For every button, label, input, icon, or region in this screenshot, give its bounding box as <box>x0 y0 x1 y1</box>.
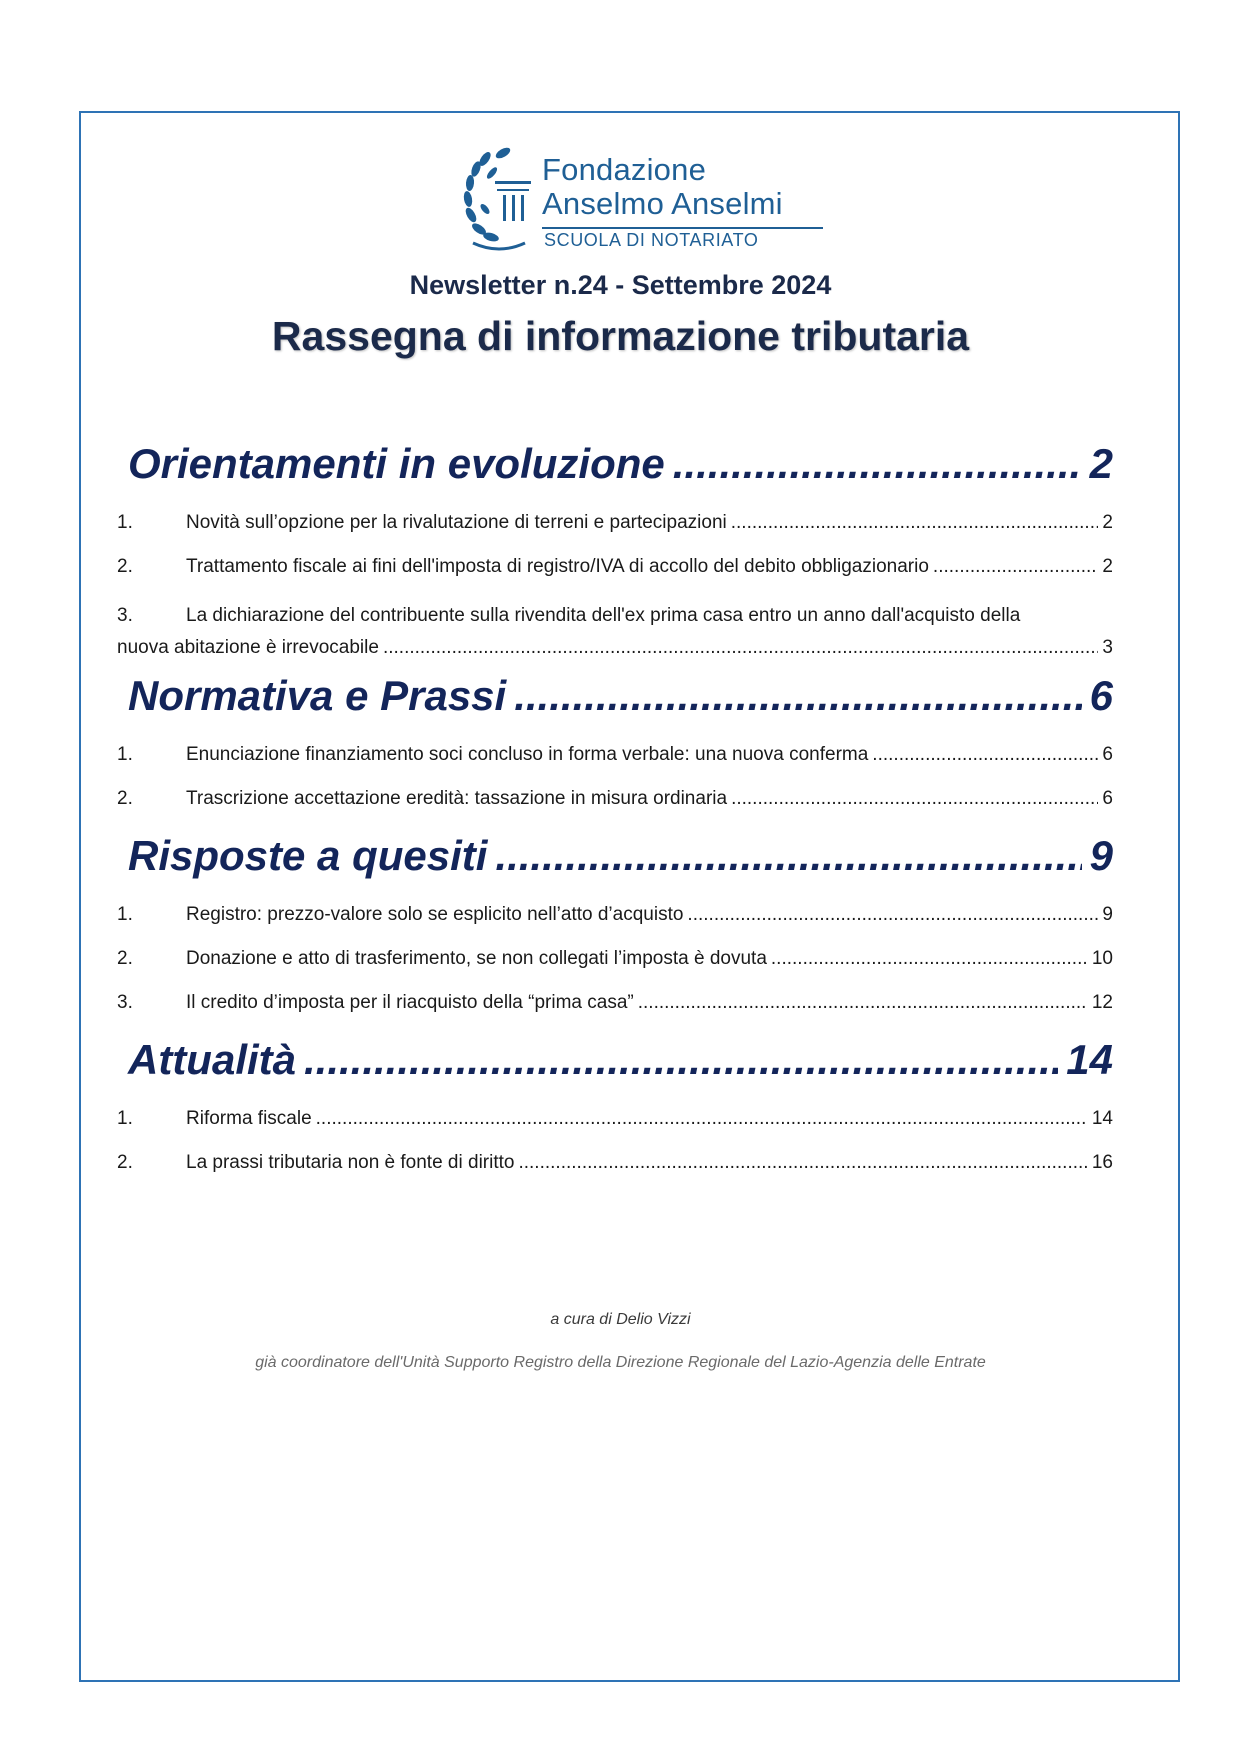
dot-leader <box>316 1108 1088 1130</box>
entry-page-number: 6 <box>1102 788 1113 809</box>
toc-section-risposte[interactable] <box>128 832 1113 904</box>
entry-page-number: 16 <box>1091 1152 1113 1173</box>
table-of-contents <box>117 440 1113 1196</box>
dot-leader <box>933 556 1099 578</box>
toc-entry[interactable] <box>117 948 1113 992</box>
entry-title: Trattamento fiscale ai fini dell'imposta di registro/IVA di accollo del debito obbligazionario <box>186 556 929 577</box>
toc-entry[interactable] <box>117 744 1113 788</box>
entry-page-number: 14 <box>1091 1108 1113 1129</box>
dot-leader <box>687 904 1098 926</box>
section-title: Normativa e Prassi <box>128 672 507 719</box>
entry-title: Registro: prezzo-valore solo se esplicito nell’atto d’acquisto <box>186 904 684 925</box>
toc-entry[interactable] <box>117 1152 1113 1196</box>
entry-number: 1. <box>117 744 133 765</box>
entry-page-number: 6 <box>1102 744 1113 765</box>
entry-page-number: 9 <box>1102 904 1113 925</box>
entry-number: 2. <box>117 788 133 809</box>
entry-title: Donazione e atto di trasferimento, se non collegati l’imposta è dovuta <box>186 948 767 969</box>
dot-leader <box>872 744 1098 766</box>
dot-leader <box>304 1036 1058 1084</box>
dot-leader <box>514 672 1081 720</box>
laurel-column-icon <box>459 143 539 261</box>
entry-number: 2. <box>117 556 133 577</box>
logo-subtitle: SCUOLA DI NOTARIATO <box>544 230 759 250</box>
toc-entry[interactable] <box>117 556 1113 600</box>
toc-entry[interactable] <box>117 992 1113 1036</box>
entry-title: Riforma fiscale <box>186 1108 312 1129</box>
toc-section-attualita[interactable] <box>128 1036 1113 1108</box>
entry-number: 2. <box>117 1152 133 1173</box>
entry-page-number: 2 <box>1102 512 1113 533</box>
logo-name-line2: Anselmo Anselmi <box>542 186 783 221</box>
section-page-number: 9 <box>1089 832 1113 879</box>
entry-page-number: 2 <box>1102 556 1113 577</box>
toc-entry[interactable] <box>117 788 1113 832</box>
dot-leader <box>638 992 1088 1014</box>
dot-leader <box>383 632 1098 664</box>
entry-number: 2. <box>117 948 133 969</box>
author-credit: a cura di Delio Vizzi <box>550 1311 691 1328</box>
entry-title: Il credito d’imposta per il riacquisto della “prima casa” <box>186 992 634 1013</box>
entry-number: 1. <box>117 904 133 925</box>
dot-leader <box>771 948 1088 970</box>
section-page-number: 2 <box>1089 440 1113 487</box>
entry-number: 3. <box>117 605 133 626</box>
foundation-logo <box>459 143 829 261</box>
newsletter-issue: Newsletter n.24 - Settembre 2024 <box>409 270 832 300</box>
toc-section-normativa[interactable] <box>128 672 1113 744</box>
entry-title: Novità sull’opzione per la rivalutazione di terreni e partecipazioni <box>186 512 727 533</box>
entry-title: La prassi tributaria non è fonte di diritto <box>186 1152 515 1173</box>
section-page-number: 6 <box>1089 672 1113 719</box>
entry-title: La dichiarazione del contribuente sulla rivendita dell'ex prima casa entro un anno dall'acquisto della <box>186 605 1021 626</box>
toc-entry[interactable] <box>117 904 1113 948</box>
entry-title: Trascrizione accettazione eredità: tassazione in misura ordinaria <box>186 788 728 809</box>
section-page-number: 14 <box>1066 1036 1113 1083</box>
toc-entry[interactable] <box>117 1108 1113 1152</box>
dot-leader <box>673 440 1082 488</box>
logo-divider <box>542 227 823 229</box>
dot-leader <box>731 512 1099 534</box>
logo-name-line1: Fondazione <box>542 152 707 187</box>
dot-leader <box>731 788 1098 810</box>
section-title: Attualità <box>128 1036 296 1083</box>
entry-page-number: 10 <box>1091 948 1113 969</box>
section-title: Orientamenti in evoluzione <box>128 440 665 487</box>
entry-number: 1. <box>117 512 133 533</box>
entry-number: 1. <box>117 1108 133 1129</box>
entry-page-number: 3 <box>1102 637 1113 658</box>
dot-leader <box>518 1152 1087 1174</box>
toc-entry[interactable] <box>117 512 1113 556</box>
entry-title: Enunciazione finanziamento soci concluso in forma verbale: una nuova conferma <box>186 744 869 765</box>
entry-page-number: 12 <box>1091 992 1113 1013</box>
document-title: Rassegna di informazione tributaria <box>271 313 970 359</box>
section-title: Risposte a quesiti <box>128 832 488 879</box>
dot-leader <box>495 832 1081 880</box>
toc-entry[interactable] <box>117 600 1113 664</box>
author-role: già coordinatore dell'Unità Supporto Registro della Direzione Regionale del Lazio-Agenzia delle Entrate <box>255 1354 986 1371</box>
entry-number: 3. <box>117 992 133 1013</box>
entry-title-continuation: nuova abitazione è irrevocabile <box>117 637 379 658</box>
toc-section-orientamenti[interactable] <box>128 440 1113 512</box>
